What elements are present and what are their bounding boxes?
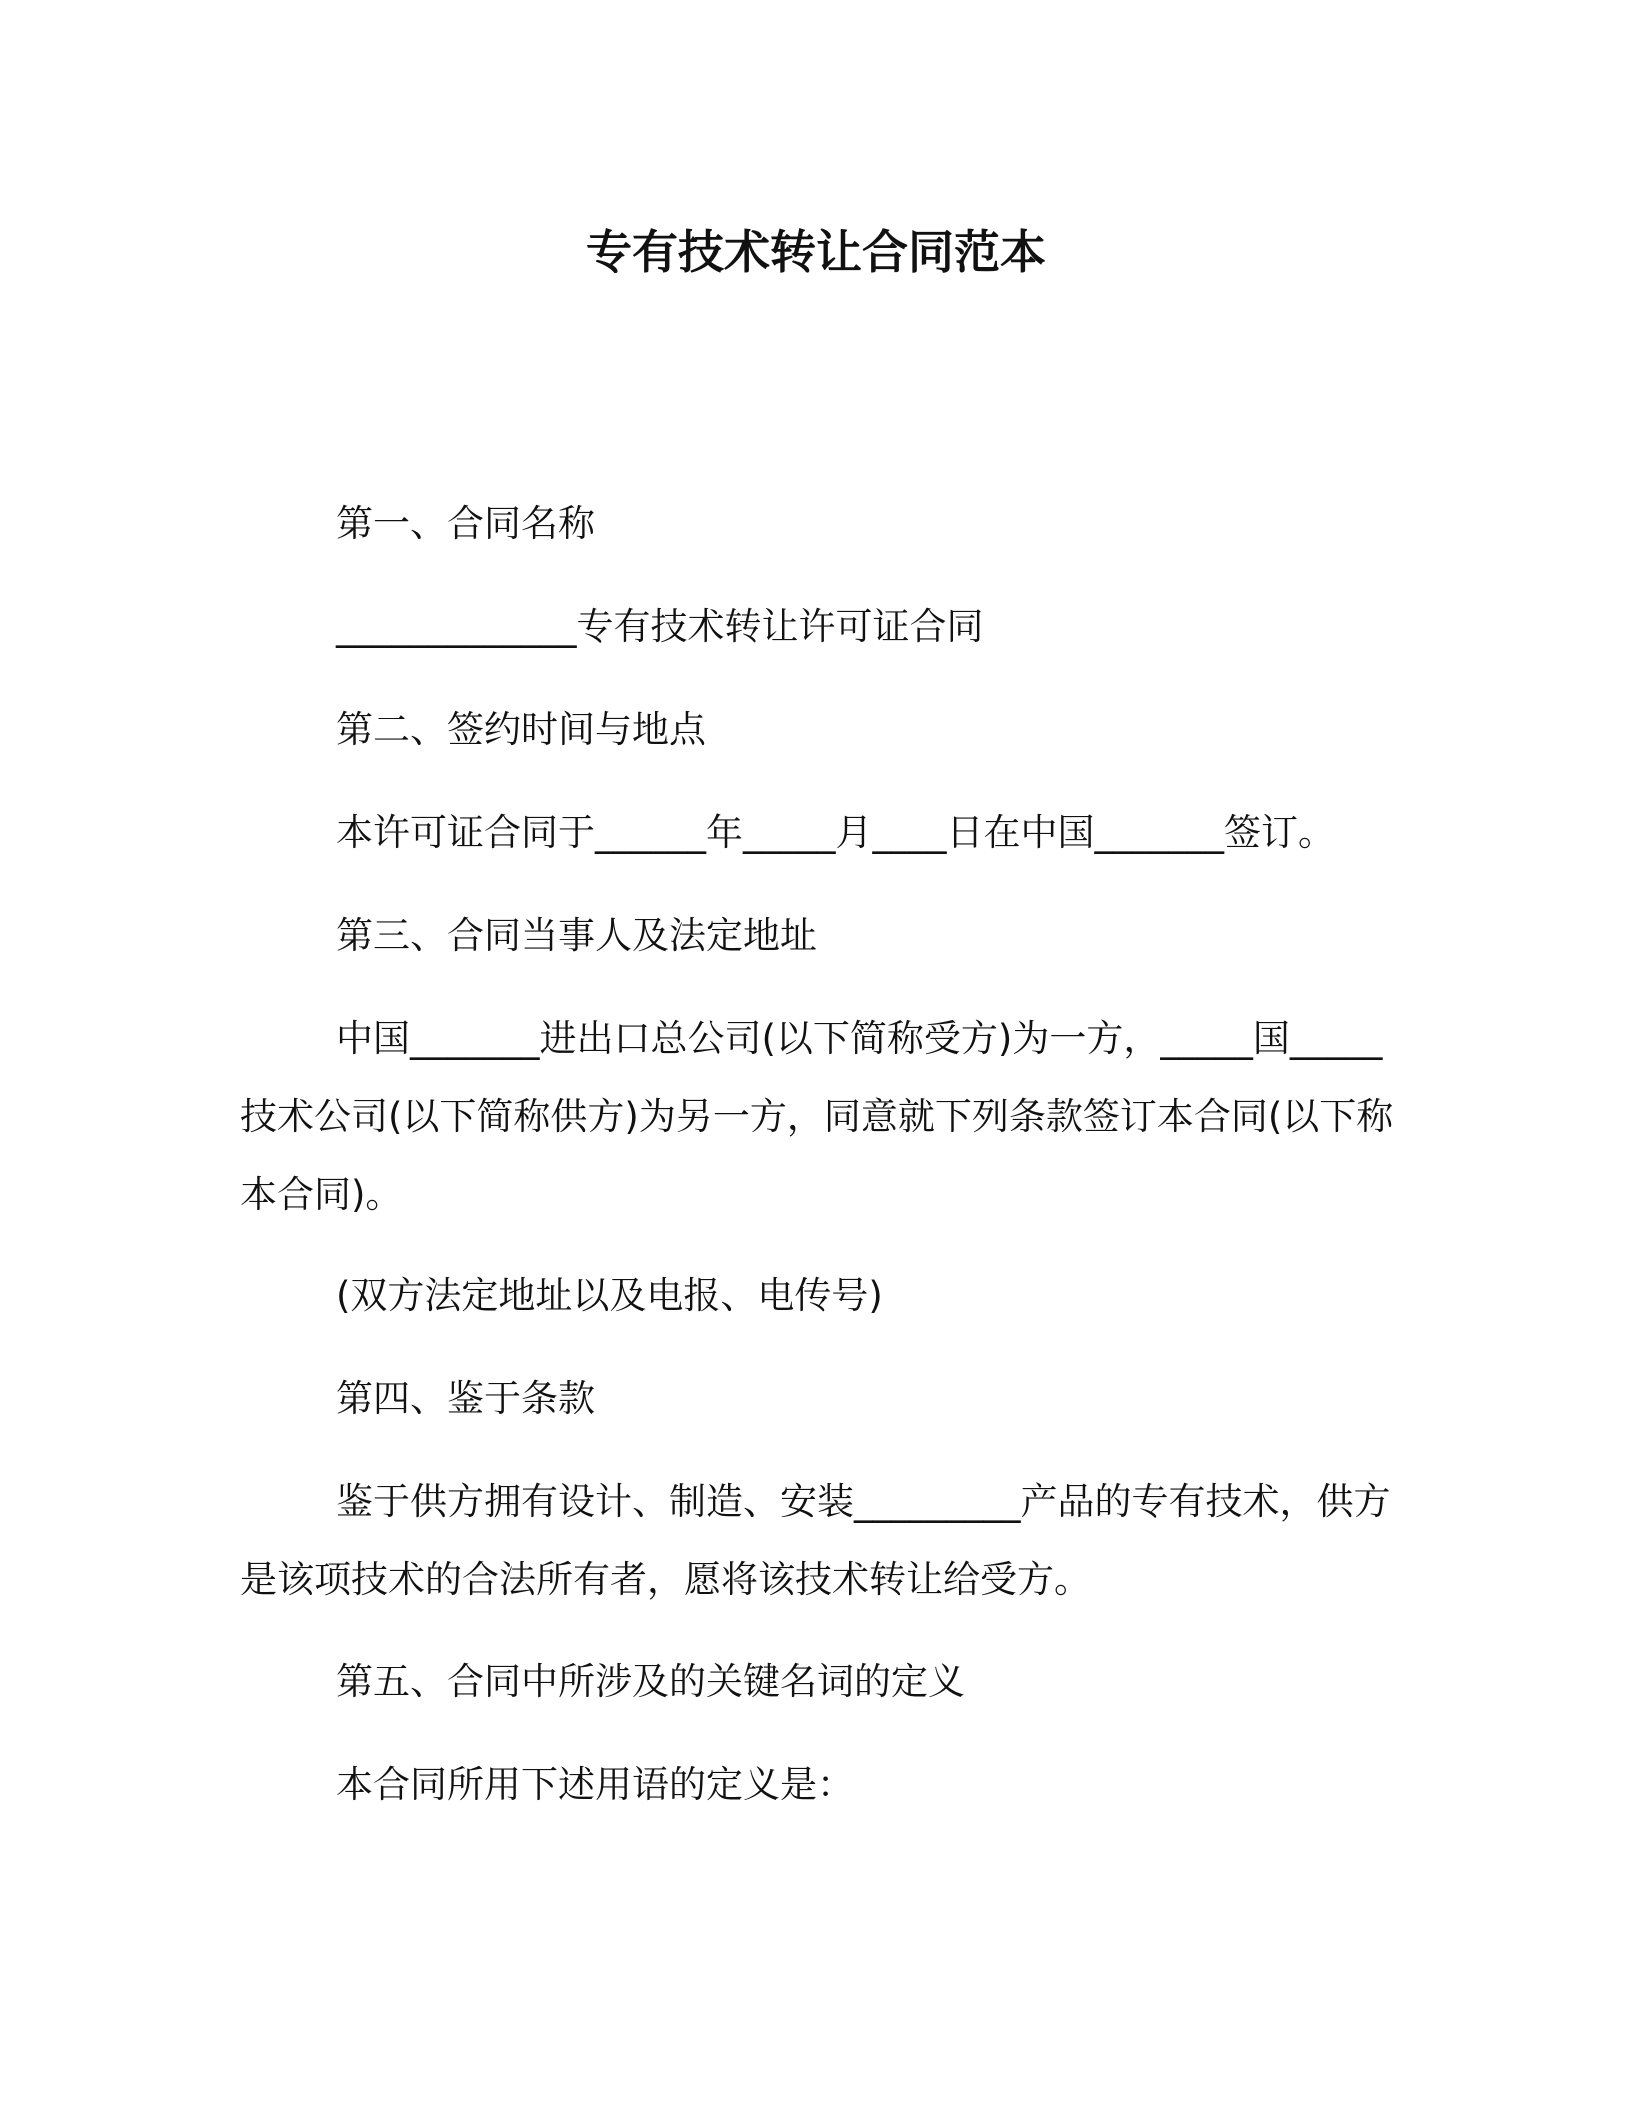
- document-title: 专有技术转让合同范本: [586, 225, 1046, 279]
- section-3-body: 中国_______进出口总公司(以下简称受方)为一方，_____国_____技术公司(以下简称供方)为另一方，同意就下列条款签订本合同(以下称本合同)。: [240, 1017, 1394, 1216]
- section-3-note: (双方法定地址以及电报、电传号): [336, 1274, 883, 1317]
- section-4-body: 鉴于供方拥有设计、制造、安装_________产品的专有技术，供方是该项技术的合法所有者，愿将该技术转让给受方。: [240, 1480, 1391, 1601]
- section-1-body: _____________专有技术转让许可证合同: [336, 605, 984, 648]
- section-5-body: 本合同所用下述用语的定义是：: [336, 1763, 854, 1806]
- section-2-heading: 第二、签约时间与地点: [336, 708, 706, 751]
- section-2-body: 本许可证合同于______年_____月____日在中国_______签订。: [336, 811, 1335, 854]
- section-4-heading: 第四、鉴于条款: [336, 1377, 595, 1420]
- section-5-heading: 第五、合同中所涉及的关键名词的定义: [336, 1660, 965, 1703]
- section-1-heading: 第一、合同名称: [336, 502, 595, 545]
- section-3-heading: 第三、合同当事人及法定地址: [336, 914, 817, 957]
